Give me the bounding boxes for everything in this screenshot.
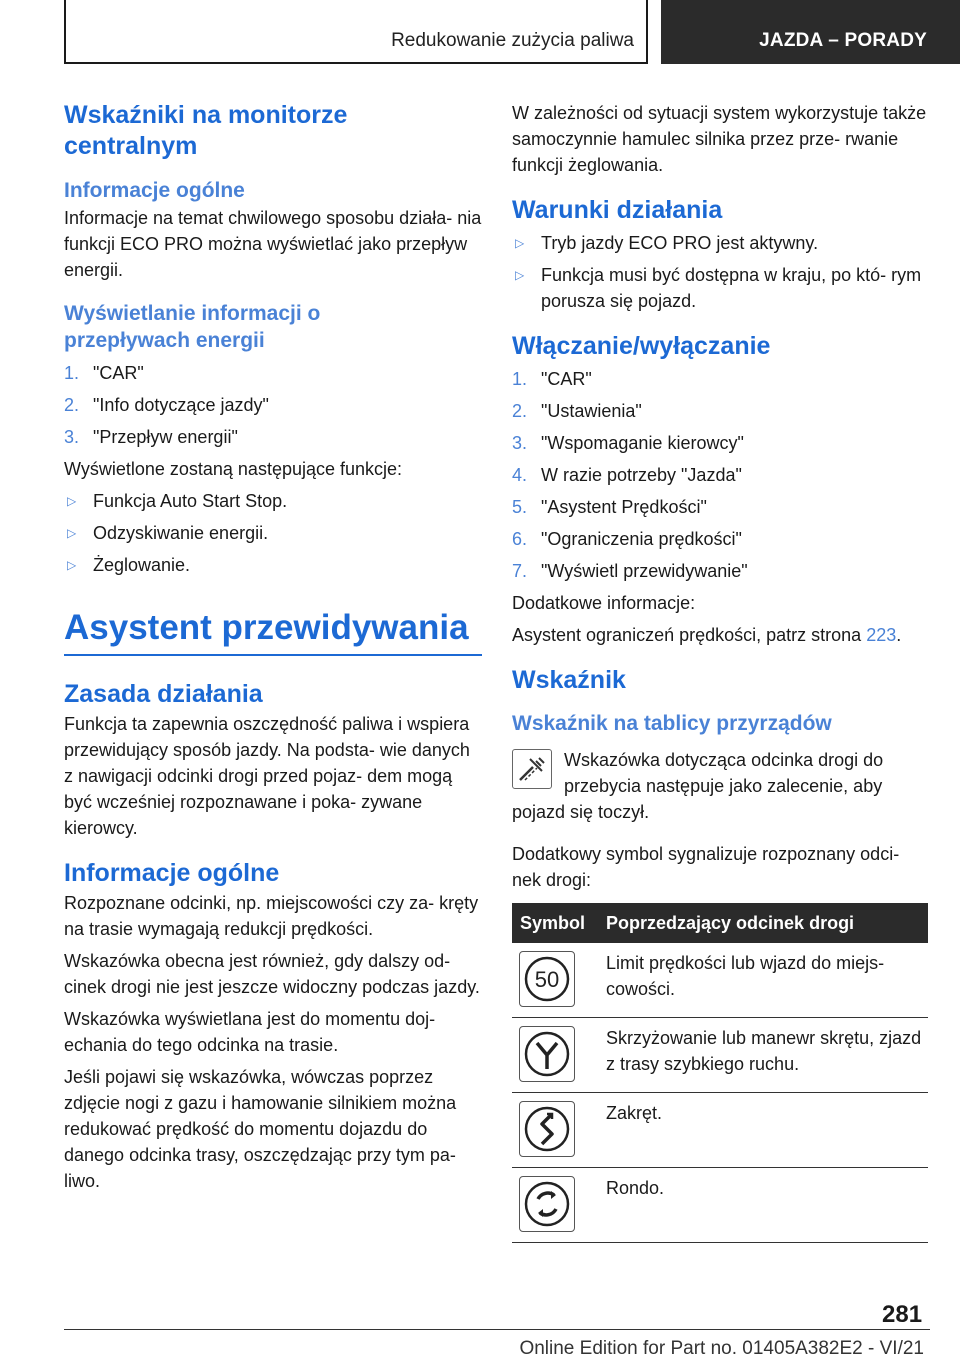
function-text: Funkcja Auto Start Stop. <box>93 491 288 511</box>
condition-text: Tryb jazdy ECO PRO jest aktywny. <box>541 233 819 253</box>
panel-note <box>512 747 930 825</box>
row-description: Limit prędkości lub wjazd do miejs- cowości. <box>606 953 885 999</box>
footer-rule <box>64 1329 930 1330</box>
list-item <box>512 526 930 552</box>
triangle-bullet-icon: ▷ <box>515 268 525 282</box>
step-text: "Wyświetl przewidywanie" <box>541 561 748 581</box>
triangle-bullet-icon: ▷ <box>67 558 77 572</box>
step-number: 4. <box>512 465 528 485</box>
list-item <box>64 520 482 546</box>
step-text: W razie potrzeby "Jazda" <box>541 465 742 485</box>
page-number: 281 <box>882 1301 923 1328</box>
principle-text: Funkcja ta zapewnia oszczędność paliwa i wspiera przewidujący sposób jazdy. Na podsta- wie danych z nawigacji odcinki drogi przed pojaz- dem mogą być wcześniej rozpoznawane i poka- zywane kierowcy. <box>64 714 470 838</box>
edition-text: Online Edition for Part no. 01405A382E2 - VI/21 <box>519 1338 924 1359</box>
step-text: "Ograniczenia prędkości" <box>541 529 742 549</box>
additional-text <box>512 622 930 648</box>
step-text: "Przepływ energii" <box>93 427 238 447</box>
list-item <box>512 558 930 584</box>
column-header-description: Poprzedzający odcinek drogi <box>606 912 855 933</box>
step-number: 1. <box>512 369 528 389</box>
list-item <box>512 366 930 392</box>
step-number: 3. <box>512 433 528 453</box>
list-item <box>512 430 930 456</box>
triangle-bullet-icon: ▷ <box>67 526 77 540</box>
list-item <box>64 424 482 450</box>
panel-text: Wskazówka dotycząca odcinka drogi do przebycia następuje jako zalecenie, aby pojazd się toczył. <box>512 750 884 822</box>
row-description: Skrzyżowanie lub manewr skrętu, zjazd z trasy szybkiego ruchu. <box>606 1028 922 1074</box>
speed-limit-50-icon <box>519 951 575 1007</box>
step-number: 2. <box>512 401 528 421</box>
header-section-box <box>64 0 648 64</box>
table-row <box>512 1093 928 1168</box>
panel-heading: Wskaźnik na tablicy przyrządów <box>512 712 832 735</box>
row-description: Rondo. <box>606 1178 665 1198</box>
header-chapter-title: JAZDA – PORADY <box>759 30 927 51</box>
coasting-hint-icon <box>512 749 552 789</box>
general-heading: Informacje ogólne <box>64 859 280 887</box>
principle-heading: Zasada działania <box>64 680 263 708</box>
step-number: 7. <box>512 561 528 581</box>
list-item <box>512 494 930 520</box>
row-description: Zakręt. <box>606 1103 663 1123</box>
assistant-title: Asystent przewidywania <box>64 608 469 647</box>
table-row <box>512 1168 928 1243</box>
speed-limit-value: 50 <box>534 967 560 992</box>
list-item <box>64 552 482 578</box>
additional-text-body: Asystent ograniczeń prędkości, patrz strona <box>512 625 862 645</box>
additional-label: Dodatkowe informacje: <box>512 593 696 613</box>
step-number: 3. <box>64 427 80 447</box>
step-number: 2. <box>64 395 80 415</box>
table-row <box>512 943 928 1018</box>
header-chapter-box <box>661 0 960 64</box>
conditions-list <box>512 230 930 314</box>
step-text: "CAR" <box>93 363 144 383</box>
general-paragraph: Wskazówka obecna jest również, gdy dalszy od- cinek drogi nie jest jeszcze widoczny podczas jazdy. <box>64 951 480 997</box>
step-text: "Info dotyczące jazdy" <box>93 395 269 415</box>
condition-text: Funkcja musi być dostępna w kraju, po któ- rym porusza się pojazd. <box>541 265 922 311</box>
right-column <box>512 100 930 1243</box>
conditions-heading: Warunki działania <box>512 196 723 224</box>
list-item <box>64 488 482 514</box>
additional-text-end: . <box>896 625 902 645</box>
indicator-heading: Wskaźnik <box>512 666 626 694</box>
list-item <box>512 398 930 424</box>
general-paragraph: Rozpoznane odcinki, np. miejscowości czy za- kręty na trasie wymagają redukcji prędkości. <box>64 893 479 939</box>
step-text: "Asystent Prędkości" <box>541 497 707 517</box>
list-item <box>512 462 930 488</box>
list-item <box>512 230 930 256</box>
step-text: "Ustawienia" <box>541 401 642 421</box>
info-general-heading: Informacje ogólne <box>64 179 245 202</box>
shown-functions-list <box>64 488 482 578</box>
triangle-bullet-icon: ▷ <box>515 236 525 250</box>
central-monitor-heading: Wskaźniki na monitorze centralnym <box>64 101 348 160</box>
list-item <box>512 262 930 314</box>
triangle-bullet-icon: ▷ <box>67 494 77 508</box>
onoff-heading: Włączanie/wyłączanie <box>512 332 771 360</box>
step-number: 6. <box>512 529 528 549</box>
general-paragraph: Wskazówka wyświetlana jest do momentu doj- echania do tego odcinka na trasie. <box>64 1009 436 1055</box>
onoff-steps <box>512 366 930 584</box>
function-text: Odzyskiwanie energii. <box>93 523 269 543</box>
step-number: 5. <box>512 497 528 517</box>
info-general-text: Informacje na temat chwilowego sposobu działa- nia funkcji ECO PRO można wyświetlać jako przepływ energii. <box>64 208 482 280</box>
list-item <box>64 360 482 386</box>
general-paragraph: Jeśli pojawi się wskazówka, wówczas poprzez zdjęcie nogi z gazu i hamowanie silnikiem można redukować prędkość do momentu dojazdu do danego odcinka trasy, oszczędzając przy tym pa- liwo. <box>64 1067 457 1191</box>
symbol-table <box>512 903 928 1243</box>
left-column <box>64 100 482 1194</box>
step-number: 1. <box>64 363 80 383</box>
curve-icon <box>519 1101 575 1157</box>
title-rule <box>64 654 482 656</box>
page-link[interactable]: 223 <box>866 625 897 645</box>
table-row <box>512 1018 928 1093</box>
table-header <box>512 903 928 943</box>
intro-text: W zależności od sytuacji system wykorzystuje także samoczynnie hamulec silnika przez prze- rwanie funkcji żeglowania. <box>512 103 927 175</box>
step-text: "CAR" <box>541 369 592 389</box>
energy-flow-heading: Wyświetlanie informacji o przepływach energii <box>64 302 321 352</box>
energy-flow-steps <box>64 360 482 450</box>
extra-symbol-text: Dodatkowy symbol sygnalizuje rozpoznany odci- nek drogi: <box>512 844 900 890</box>
junction-icon <box>519 1026 575 1082</box>
column-header-symbol: Symbol <box>520 912 586 933</box>
function-text: Żeglowanie. <box>93 555 191 575</box>
shown-functions-intro: Wyświetlone zostaną następujące funkcje: <box>64 459 403 479</box>
step-text: "Wspomaganie kierowcy" <box>541 433 744 453</box>
header-section-title: Redukowanie zużycia paliwa <box>391 30 634 51</box>
list-item <box>64 392 482 418</box>
roundabout-icon <box>519 1176 575 1232</box>
